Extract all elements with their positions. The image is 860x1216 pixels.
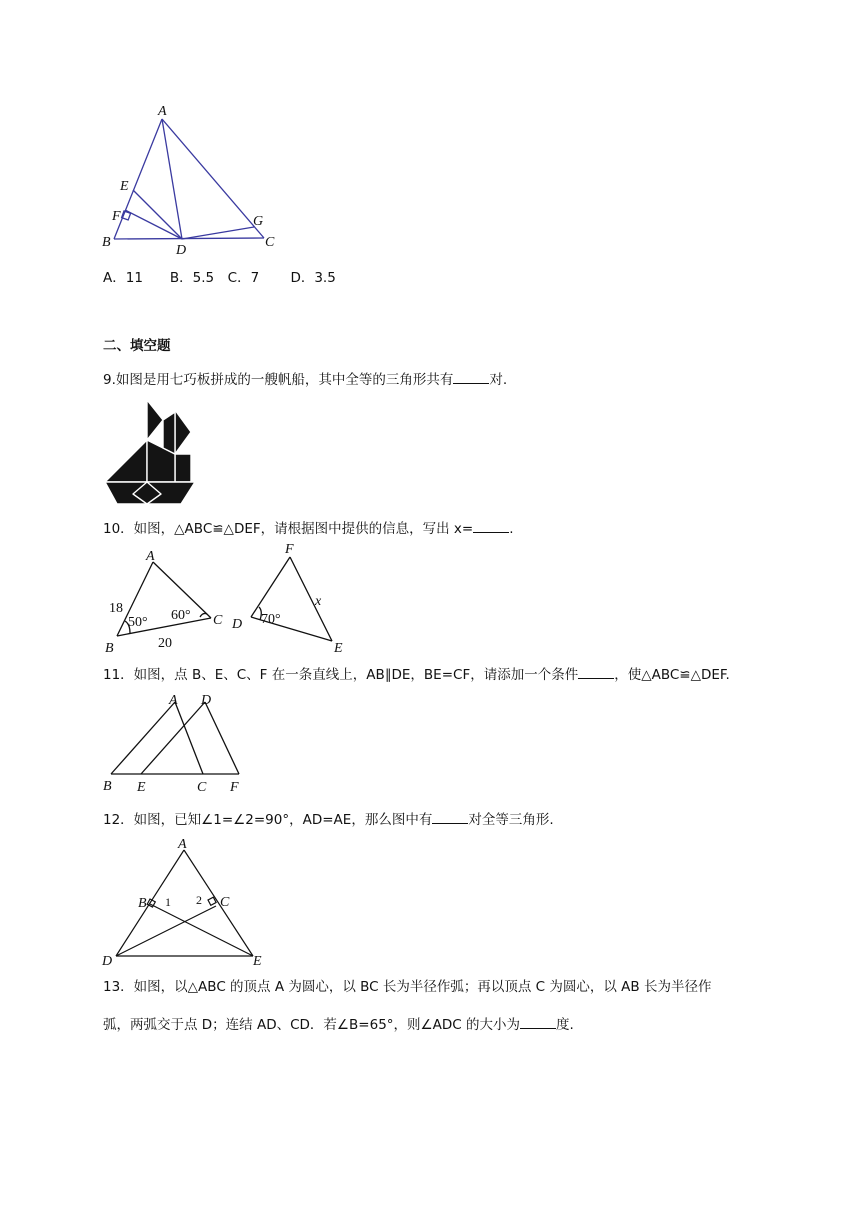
q10-label-x: x [315, 594, 322, 609]
q11-label-d: D [201, 693, 212, 708]
q11-answer-blank[interactable] [578, 664, 614, 679]
q8-label-d: D [176, 243, 187, 258]
q11-text-after: ，使△ABC≌△DEF. [614, 667, 730, 683]
q10-text-after: . [509, 521, 514, 537]
q10-label-b: B [105, 641, 114, 656]
q11-label-f: F [230, 780, 239, 795]
q10-side-20: 20 [158, 636, 172, 651]
q10-answer-blank[interactable] [473, 518, 509, 533]
q13-text-before: 弧，两弧交于点 D；连结 AD、CD．若∠B=65°，则∠ADC 的大小为 [103, 1017, 520, 1033]
q9-text-before: 9.如图是用七巧板拼成的一艘帆船，其中全等的三角形共有 [103, 372, 454, 388]
q10-triangles-figure [103, 540, 363, 658]
q13-answer-blank[interactable] [520, 1014, 556, 1029]
q12-label-a: A [178, 837, 187, 852]
q10-angle-50: 50° [128, 615, 148, 630]
q12-label-d: D [102, 954, 113, 969]
q8-label-f: F [112, 209, 121, 224]
q11-parallel-triangles-figure [103, 690, 251, 796]
q9-question [103, 369, 507, 389]
q11-text-before: 11．如图，点 B、E、C、F 在一条直线上，AB∥DE，BE=CF，请添加一个条件 [103, 667, 579, 683]
q8-label-b: B [102, 235, 111, 250]
q9-tangram-sailboat-figure [103, 398, 198, 506]
q12-label-b: B [138, 896, 147, 911]
q11-question [103, 664, 730, 684]
q10-label-f: F [285, 542, 294, 557]
q10-text-before: 10．如图，△ABC≌△DEF，请根据图中提供的信息，写出 x= [103, 521, 474, 537]
q12-text-after: 对全等三角形. [468, 812, 554, 828]
q13-line2 [103, 1014, 574, 1034]
q12-label-c: C [220, 895, 230, 910]
q10-label-d: D [232, 617, 243, 632]
q10-label-c: C [213, 613, 223, 628]
q12-question [103, 809, 554, 829]
q12-answer-blank[interactable] [432, 809, 468, 824]
q11-label-a: A [169, 693, 178, 708]
q8-triangle-figure [96, 100, 286, 260]
q10-angle-60: 60° [171, 608, 191, 623]
q11-label-b: B [103, 779, 112, 794]
q9-answer-blank[interactable] [453, 369, 489, 384]
q12-triangle-figure [98, 834, 276, 970]
q10-label-a: A [146, 549, 155, 564]
q12-label-e: E [253, 954, 262, 969]
q12-label-1: 1 [165, 895, 171, 909]
section-title: 二、填空题 [103, 338, 171, 354]
q11-label-e: E [137, 780, 146, 795]
q12-label-2: 2 [196, 893, 202, 907]
q10-label-e: E [334, 641, 343, 656]
q13-text-after: 度. [555, 1017, 574, 1033]
q12-text-before: 12．如图，已知∠1=∠2=90°，AD=AE，那么图中有 [103, 812, 433, 828]
q8-options: A．11 B．5.5 C．7 D．3.5 [103, 270, 336, 286]
q11-label-c: C [197, 780, 207, 795]
q10-side-18: 18 [109, 601, 123, 616]
q8-label-g: G [253, 214, 264, 229]
q8-label-a: A [158, 104, 167, 119]
q13-line1: 13．如图，以△ABC 的顶点 A 为圆心，以 BC 长为半径作弧；再以顶点 C 为圆心，以 AB 长为半径作 [103, 979, 712, 995]
q9-text-after: 对. [489, 372, 508, 388]
q8-label-e: E [120, 179, 129, 194]
q10-question [103, 518, 514, 538]
q8-label-c: C [265, 235, 275, 250]
q10-angle-70: 70° [261, 612, 281, 627]
